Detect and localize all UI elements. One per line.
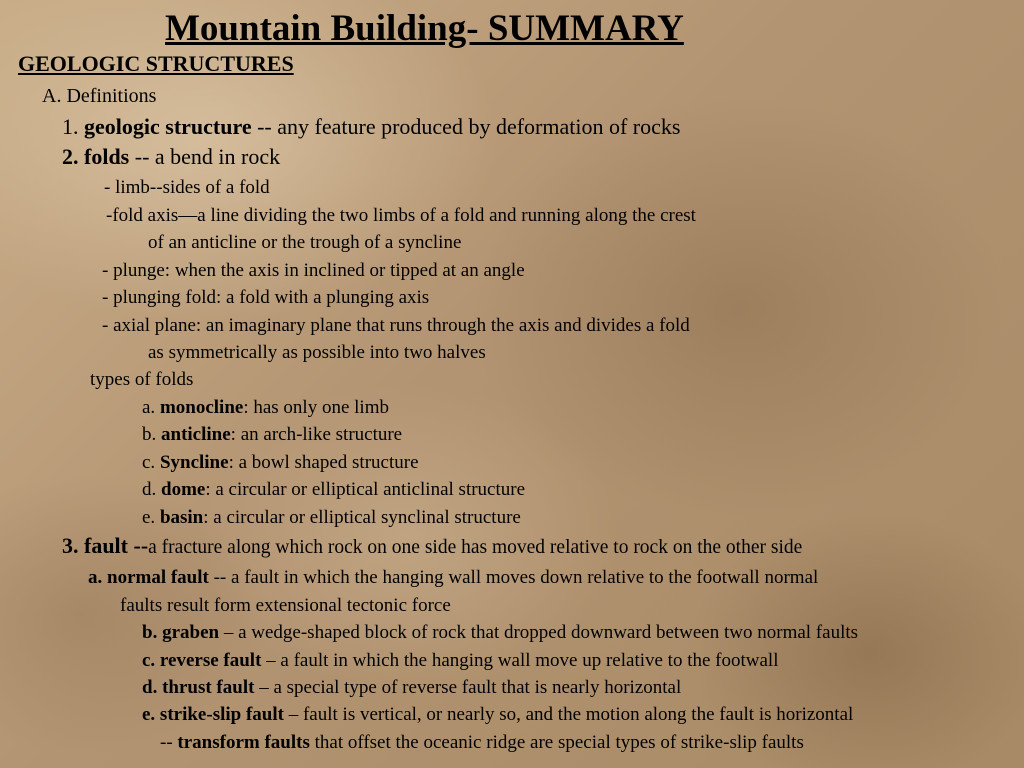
fault-thrust <box>142 678 681 697</box>
item3-term: 3. fault -- <box>62 533 149 558</box>
fold-type-prefix: d. <box>142 479 161 500</box>
fault-term: d. thrust fault <box>142 677 255 698</box>
fold-type-term: Syncline <box>159 452 229 473</box>
fault-graben <box>142 623 858 642</box>
fold-type-term: monocline <box>159 397 244 418</box>
fold-type-term: dome <box>161 479 206 500</box>
item-folds <box>62 146 280 168</box>
fold-type-text: : a circular or elliptical anticlinal structure <box>205 479 526 500</box>
fault-strike-slip <box>142 705 853 724</box>
item1-text: -- any feature produced by deformation of rocks <box>251 114 681 139</box>
normal-fault-text: -- a fault in which the hanging wall moves down relative to the footwall normal <box>208 567 819 588</box>
plunge-line: - plunge: when the axis in inclined or tipped at an angle <box>102 260 525 281</box>
fault-text: – fault is vertical, or nearly so, and the motion along the fault is horizontal <box>283 704 854 725</box>
fault-reverse <box>142 651 779 670</box>
item1-term: geologic structure <box>84 114 252 139</box>
plunging-fold-line: - plunging fold: a fold with a plunging axis <box>102 287 430 308</box>
normal-fault-term: a. normal fault <box>88 567 209 588</box>
fold-type-term: basin <box>159 507 204 528</box>
fold-type-basin <box>142 508 521 527</box>
fold-type-monocline <box>142 398 389 417</box>
transform-text: that offset the oceanic ridge are special types of strike-slip faults <box>309 732 804 753</box>
transform-faults-line <box>160 733 804 752</box>
fold-axis-line: -fold axis—a line dividing the two limbs of a fold and running along the crest <box>106 205 696 226</box>
fold-type-prefix: b. <box>142 424 161 445</box>
item2-term: 2. folds <box>62 144 130 169</box>
item2-text: -- a bend in rock <box>129 144 281 169</box>
fault-term: c. reverse fault <box>142 650 262 671</box>
fold-type-prefix: a. <box>142 397 160 418</box>
normal-fault-cont: faults result form extensional tectonic force <box>120 595 451 616</box>
transform-prefix: -- <box>160 732 178 753</box>
fold-type-syncline <box>142 453 419 472</box>
fold-type-anticline <box>142 425 402 444</box>
transform-term: transform faults <box>177 732 310 753</box>
fold-type-text: : an arch-like structure <box>230 424 403 445</box>
limb-line: - limb--sides of a fold <box>104 177 270 198</box>
fold-type-term: anticline <box>161 424 231 445</box>
axial-plane-line: - axial plane: an imaginary plane that runs through the axis and divides a fold <box>102 315 690 336</box>
normal-fault-line <box>88 568 818 587</box>
fault-text: – a wedge-shaped block of rock that dropped downward between two normal faults <box>219 622 859 643</box>
fold-type-prefix: e. <box>142 507 160 528</box>
fold-axis-cont: of an anticline or the trough of a syncline <box>148 232 462 253</box>
item-fault <box>62 535 802 558</box>
slide-title: Mountain Building- SUMMARY <box>165 8 684 49</box>
fault-term: b. graben <box>142 622 220 643</box>
types-of-folds: types of folds <box>90 369 194 390</box>
item3-text: a fracture along which rock on one side has moved relative to rock on the other side <box>148 537 803 558</box>
fault-text: – a fault in which the hanging wall move up relative to the footwall <box>261 650 779 671</box>
fold-type-text: : a circular or elliptical synclinal structure <box>203 507 521 528</box>
fold-type-text: : a bowl shaped structure <box>228 452 419 473</box>
fold-type-text: : has only one limb <box>243 397 389 418</box>
section-heading: GEOLOGIC STRUCTURES <box>18 51 294 76</box>
item1-num: 1. <box>62 114 84 139</box>
item-geologic-structure <box>62 116 680 138</box>
axial-plane-cont: as symmetrically as possible into two halves <box>148 342 486 363</box>
fold-type-dome <box>142 480 525 499</box>
definitions-heading: A. Definitions <box>42 85 157 107</box>
fold-type-prefix: c. <box>142 452 160 473</box>
fault-term: e. strike-slip fault <box>142 704 284 725</box>
fault-text: – a special type of reverse fault that is nearly horizontal <box>254 677 682 698</box>
